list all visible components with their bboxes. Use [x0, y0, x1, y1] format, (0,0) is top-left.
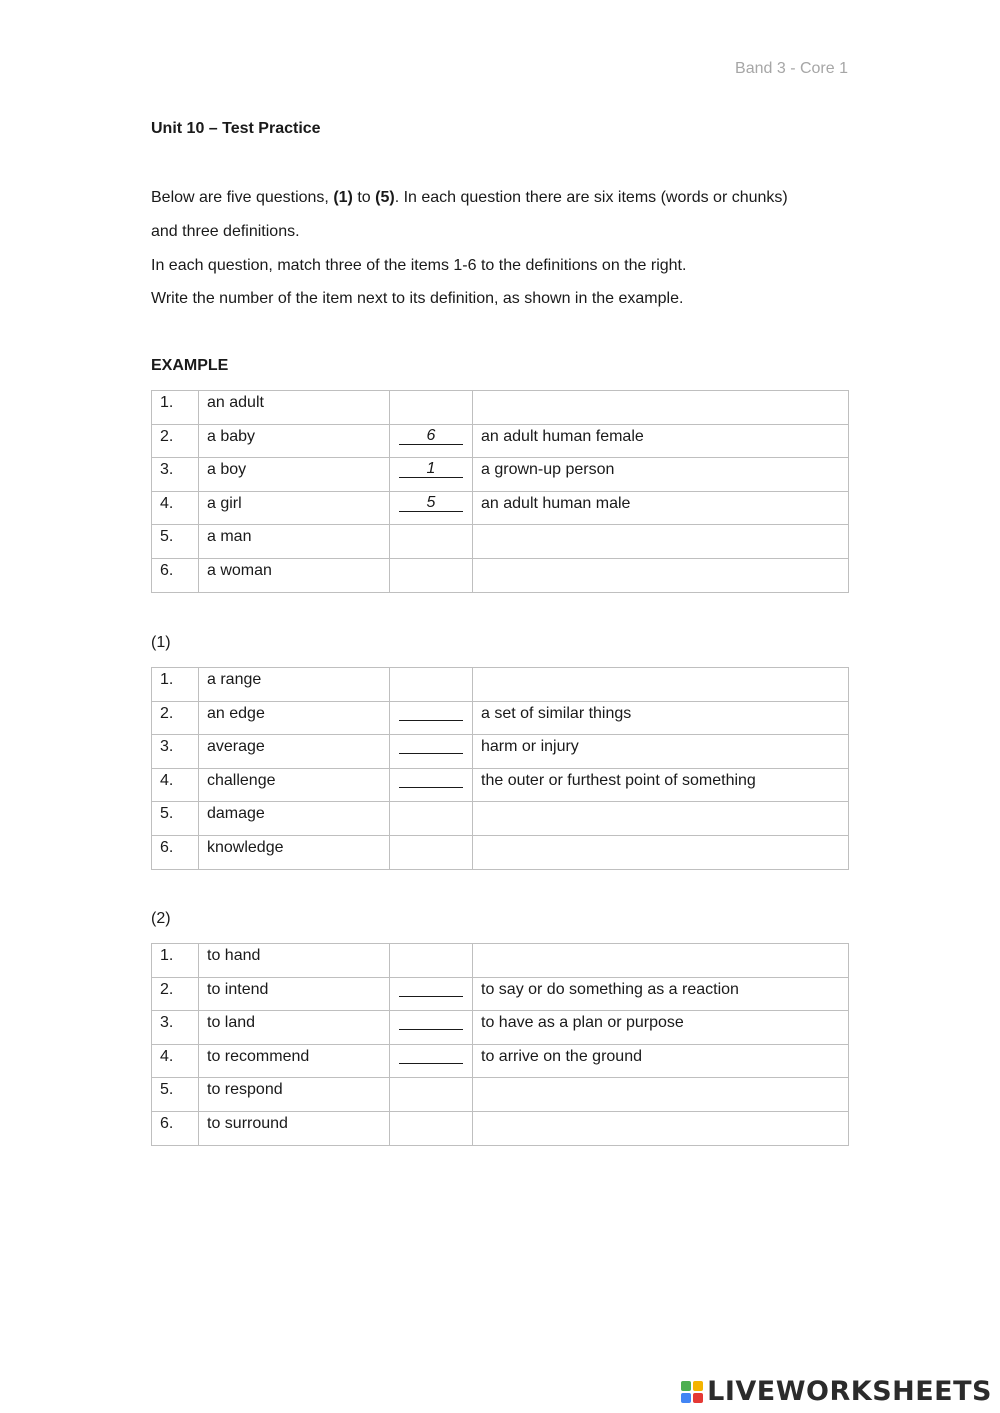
table-row	[152, 944, 849, 978]
table-row	[152, 1011, 849, 1045]
header-band-label: Band 3 - Core 1	[735, 60, 848, 77]
table-row	[152, 1078, 849, 1112]
item-text: a baby	[199, 424, 390, 458]
definition-text: harm or injury	[473, 735, 849, 769]
item-text: knowledge	[199, 835, 390, 869]
item-number: 2.	[152, 424, 199, 458]
table-row	[152, 558, 849, 592]
item-text: average	[199, 735, 390, 769]
item-text: to surround	[199, 1111, 390, 1145]
answer-blank[interactable]	[399, 1047, 463, 1064]
answer-cell	[390, 1011, 473, 1045]
answer-cell	[390, 735, 473, 769]
item-number: 3.	[152, 458, 199, 492]
table-row	[152, 1044, 849, 1078]
item-text: a range	[199, 668, 390, 702]
definition-text: to say or do something as a reaction	[473, 977, 849, 1011]
definition-text: an adult human female	[473, 424, 849, 458]
answer-cell	[390, 525, 473, 559]
table-row	[152, 525, 849, 559]
item-text: a man	[199, 525, 390, 559]
definition-text	[473, 391, 849, 425]
table-row	[152, 1111, 849, 1145]
answer-cell	[390, 944, 473, 978]
definition-text	[473, 1111, 849, 1145]
instruction-bold: (5)	[375, 189, 395, 206]
answer-cell	[390, 668, 473, 702]
item-text: a woman	[199, 558, 390, 592]
example-label: EXAMPLE	[151, 357, 229, 374]
item-number: 1.	[152, 391, 199, 425]
item-number: 5.	[152, 1078, 199, 1112]
item-number: 6.	[152, 835, 199, 869]
answer-cell	[390, 835, 473, 869]
item-number: 1.	[152, 668, 199, 702]
item-text: to intend	[199, 977, 390, 1011]
item-number: 4.	[152, 768, 199, 802]
definition-text: a grown-up person	[473, 458, 849, 492]
answer-blank[interactable]	[399, 737, 463, 754]
answer-blank[interactable]	[399, 1013, 463, 1030]
logo-mark-icon	[681, 1381, 703, 1403]
answer-blank[interactable]	[399, 771, 463, 788]
item-text: to land	[199, 1011, 390, 1045]
table-row	[152, 735, 849, 769]
instruction-line-1	[151, 188, 851, 208]
item-number: 6.	[152, 1111, 199, 1145]
definition-text: the outer or furthest point of something	[473, 768, 849, 802]
item-number: 5.	[152, 802, 199, 836]
question-1-label: (1)	[151, 634, 171, 651]
definition-text	[473, 802, 849, 836]
item-number: 3.	[152, 1011, 199, 1045]
item-text: an edge	[199, 701, 390, 735]
definition-text	[473, 525, 849, 559]
answer-cell	[390, 424, 473, 458]
item-number: 6.	[152, 558, 199, 592]
instruction-bold: (1)	[333, 189, 353, 206]
answer-blank[interactable]	[399, 980, 463, 997]
definition-text: to have as a plan or purpose	[473, 1011, 849, 1045]
instruction-text: to	[352, 189, 376, 206]
definition-text	[473, 1078, 849, 1112]
table-row	[152, 668, 849, 702]
instruction-line-3: In each question, match three of the items 1-6 to the definitions on the right.	[151, 257, 687, 274]
question-1-table	[151, 667, 849, 870]
question-2-table	[151, 943, 849, 1146]
item-text: a girl	[199, 491, 390, 525]
definition-text	[473, 558, 849, 592]
answer-cell	[390, 1078, 473, 1112]
item-text: to recommend	[199, 1044, 390, 1078]
item-text: a boy	[199, 458, 390, 492]
item-number: 2.	[152, 977, 199, 1011]
answer-blank: 6	[399, 428, 463, 445]
item-number: 4.	[152, 1044, 199, 1078]
instruction-text: . In each question there are six items (words or chunks)	[394, 189, 788, 206]
table-row	[152, 701, 849, 735]
logo-square-icon	[681, 1381, 691, 1391]
item-number: 2.	[152, 701, 199, 735]
example-table	[151, 390, 849, 593]
logo-square-icon	[693, 1381, 703, 1391]
logo-square-icon	[693, 1393, 703, 1403]
item-text: damage	[199, 802, 390, 836]
liveworksheets-logo	[681, 1376, 992, 1407]
answer-cell	[390, 391, 473, 425]
item-text: an adult	[199, 391, 390, 425]
definition-text: to arrive on the ground	[473, 1044, 849, 1078]
instruction-line-2: and three definitions.	[151, 223, 300, 240]
table-row	[152, 768, 849, 802]
answer-cell	[390, 977, 473, 1011]
definition-text	[473, 668, 849, 702]
definition-text: an adult human male	[473, 491, 849, 525]
table-row	[152, 458, 849, 492]
answer-cell	[390, 802, 473, 836]
answer-cell	[390, 491, 473, 525]
item-text: to respond	[199, 1078, 390, 1112]
logo-square-icon	[681, 1393, 691, 1403]
answer-cell	[390, 1111, 473, 1145]
item-number: 3.	[152, 735, 199, 769]
table-row	[152, 977, 849, 1011]
definition-text: a set of similar things	[473, 701, 849, 735]
answer-cell	[390, 768, 473, 802]
table-row	[152, 802, 849, 836]
instruction-line-4: Write the number of the item next to its definition, as shown in the example.	[151, 290, 684, 307]
table-row	[152, 835, 849, 869]
item-text: challenge	[199, 768, 390, 802]
answer-blank: 5	[399, 495, 463, 512]
item-text: to hand	[199, 944, 390, 978]
definition-text	[473, 835, 849, 869]
definition-text	[473, 944, 849, 978]
answer-blank: 1	[399, 461, 463, 478]
answer-cell	[390, 701, 473, 735]
logo-text: LIVEWORKSHEETS	[707, 1376, 992, 1407]
answer-blank[interactable]	[399, 704, 463, 721]
answer-cell	[390, 558, 473, 592]
item-number: 5.	[152, 525, 199, 559]
table-row	[152, 424, 849, 458]
answer-cell	[390, 458, 473, 492]
table-row	[152, 491, 849, 525]
question-2-label: (2)	[151, 910, 171, 927]
item-number: 1.	[152, 944, 199, 978]
page-title: Unit 10 – Test Practice	[151, 120, 321, 137]
instruction-text: Below are five questions,	[151, 189, 334, 206]
table-row	[152, 391, 849, 425]
answer-cell	[390, 1044, 473, 1078]
item-number: 4.	[152, 491, 199, 525]
